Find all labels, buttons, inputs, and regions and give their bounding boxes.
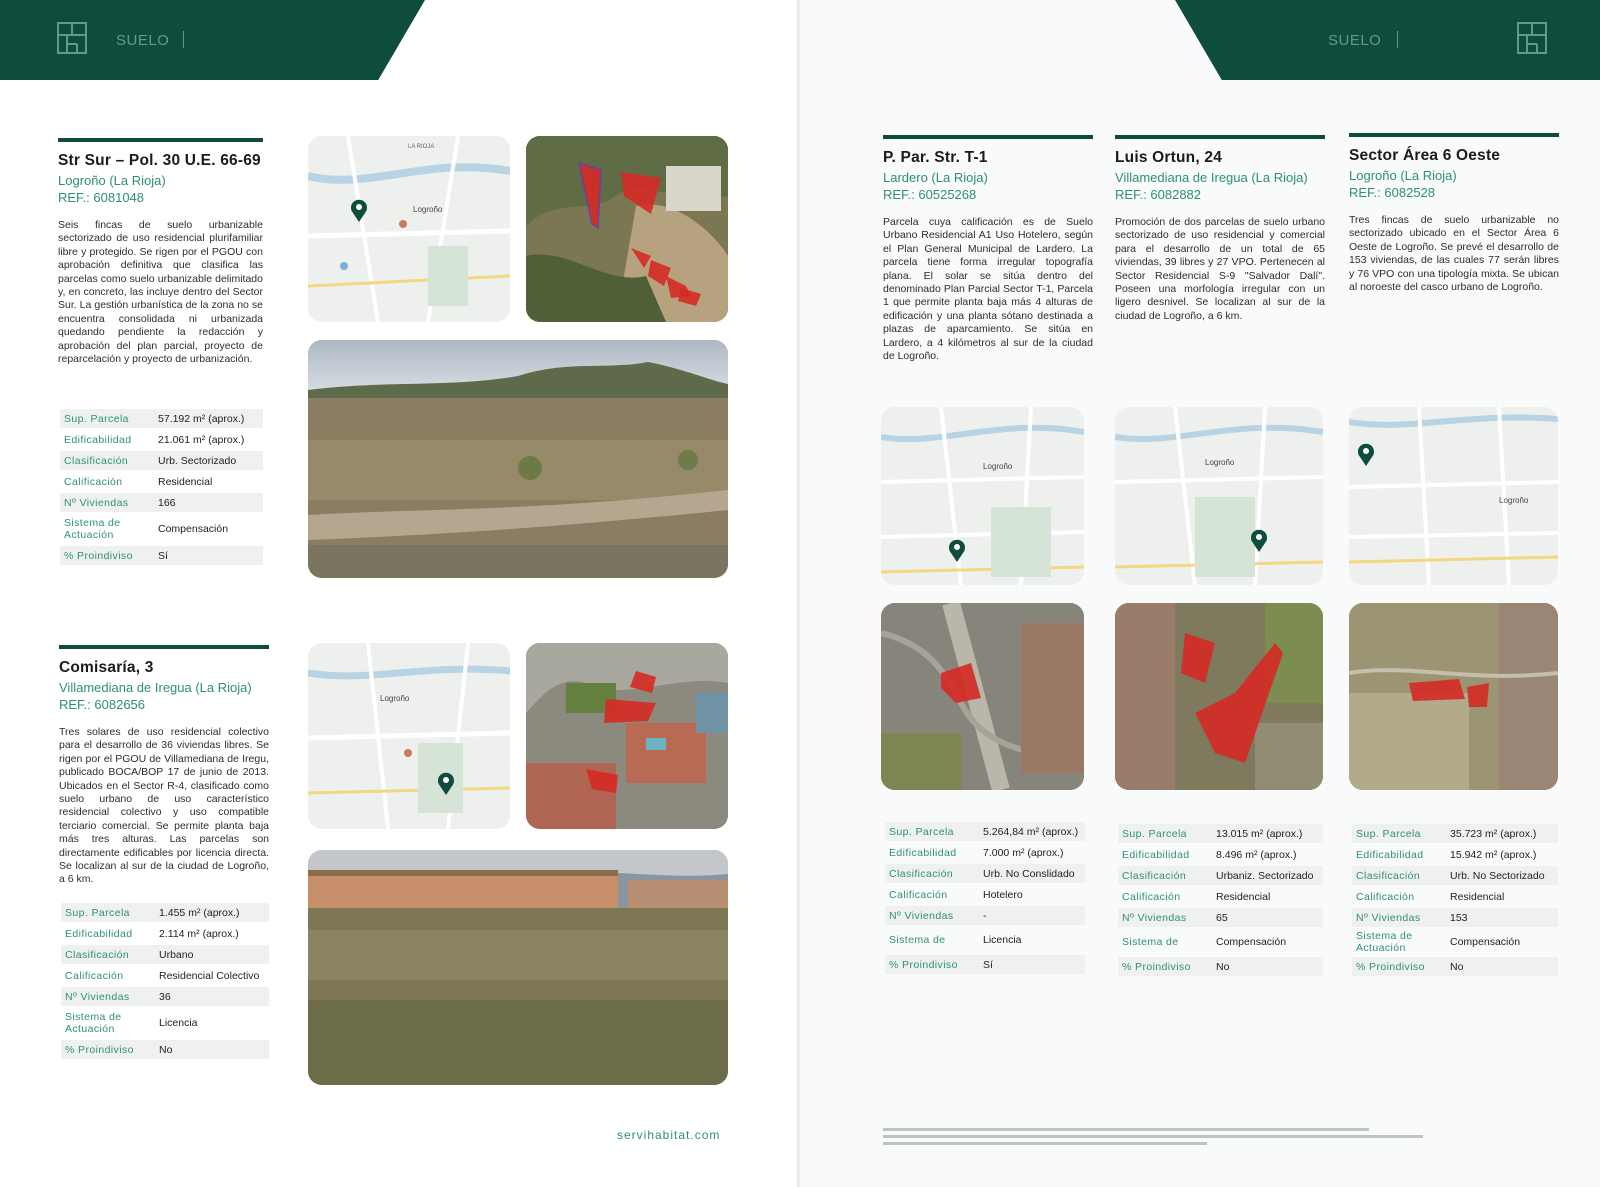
property-card [58, 138, 263, 366]
property-card [1115, 135, 1325, 323]
card-rule [1115, 135, 1325, 139]
property-description: Tres solares de uso residencial colectivo para el desarrollo de 36 viviendas libres. Se rigen por el PGOU de Villamediana de Iregu, publicado BOCA/BOP 17 de junio de 2013. Ubicados en el Sector R-4, clasificado como suelo urbano de uso característico residencial colectivo y uso compatible terciario comercial. Se permite planta baja más tres alturas. Las parcelas son directamente edificables por licencia directa. Se localizan al sur de la ciudad de Logroño, a 6 km. [59, 726, 269, 886]
location-map[interactable] [308, 643, 510, 829]
spec-value: Urbaniz. Sectorizado [1216, 869, 1314, 882]
property-ref: REF.: 6082882 [1115, 187, 1202, 202]
section-label: SUELO [116, 32, 170, 49]
spec-value: 166 [158, 496, 176, 509]
spec-row [61, 903, 269, 922]
spec-label: Nº Viviendas [889, 909, 954, 922]
spec-label: Calificación [65, 969, 124, 982]
location-map[interactable] [881, 407, 1084, 585]
spec-label: Clasificación [65, 948, 130, 961]
spec-label: % Proindiviso [65, 1043, 134, 1056]
spec-label: Edificabilidad [1356, 848, 1424, 861]
spec-value: 13.015 m² (aprox.) [1216, 827, 1303, 840]
spec-row [1118, 866, 1323, 885]
map-city-label: Logroño [1499, 496, 1529, 505]
spec-label: Sistema de Actuación [64, 517, 121, 541]
spec-label: Edificabilidad [65, 927, 133, 940]
aerial-plot-image[interactable] [1349, 603, 1558, 790]
spec-label: Edificabilidad [889, 846, 957, 859]
card-rule [58, 138, 263, 142]
spec-label: Nº Viviendas [1356, 911, 1421, 924]
spec-value: 57.192 m² (aprox.) [158, 412, 245, 425]
property-ref: REF.: 6082656 [59, 697, 146, 712]
spec-label: Sup. Parcela [65, 906, 130, 919]
spec-row [1118, 908, 1323, 927]
spec-value: 15.942 m² (aprox.) [1450, 848, 1537, 861]
separator [183, 31, 184, 48]
legal-disclaimer [883, 1128, 1423, 1150]
location-map[interactable] [1115, 407, 1323, 585]
property-ref: REF.: 6081048 [58, 190, 145, 205]
site-photo[interactable] [308, 850, 728, 1085]
spec-row [1118, 957, 1323, 976]
spec-value: Compensación [158, 523, 229, 535]
map-city-label: Logroño [413, 205, 443, 214]
spec-value: 2.114 m² (aprox.) [159, 927, 239, 940]
spec-label: Nº Viviendas [65, 990, 130, 1003]
spec-value: Licencia [983, 934, 1022, 946]
spec-value: - [983, 909, 987, 922]
spec-value: 21.061 m² (aprox.) [158, 433, 245, 446]
spec-label: Clasificación [1356, 869, 1421, 882]
spec-value: 36 [159, 990, 171, 1003]
property-location: Villamediana de Iregua (La Rioja) [59, 680, 252, 695]
spec-table [1118, 824, 1323, 978]
aerial-plot-image[interactable] [881, 603, 1084, 790]
property-ref: REF.: 6082528 [1349, 185, 1436, 200]
property-title: Comisaría, 3 [59, 659, 154, 676]
spec-row [1352, 908, 1558, 927]
property-title: Luis Ortun, 24 [1115, 149, 1223, 166]
spec-row [61, 1008, 269, 1038]
property-location: Villamediana de Iregua (La Rioja) [1115, 170, 1308, 185]
spec-label: Nº Viviendas [1122, 911, 1187, 924]
spec-row [885, 927, 1085, 953]
spec-label: Sup. Parcela [64, 412, 129, 425]
spec-value: Compensación [1216, 936, 1287, 948]
spec-row [1118, 887, 1323, 906]
property-description: Promoción de dos parcelas de suelo urbano sectorizado de uso residencial y comercial para el desarrollo de un total de 65 viviendas, 39 libres y 27 VPO. Pertenecen al Sector Residencial S-9 "Salvador Dalí". Poseen una morfología irregular con un ligero desnivel. Se localizan al sur de la ciudad de Logroño, a 6 km. [1115, 216, 1325, 322]
property-description: Tres fincas de suelo urbanizable no sectorizado ubicado en el Sector Área 6 Oeste de Logroño. Se prevé el desarrollo de 153 viviendas, de las cuales 77 serán libres y 76 VPO con una tipología mixta. Se ubican al noroeste del casco urbano de Logroño. [1349, 214, 1559, 294]
footer-url[interactable]: servihabitat.com [617, 1128, 721, 1142]
aerial-plot-image[interactable] [526, 643, 728, 829]
property-title: P. Par. Str. T-1 [883, 149, 988, 166]
spec-row [60, 409, 263, 428]
card-rule [59, 645, 269, 649]
spec-label: Clasificación [64, 454, 129, 467]
spec-value: 65 [1216, 911, 1228, 924]
spec-label: % Proindiviso [889, 958, 958, 971]
map-city-label: Logroño [983, 462, 1013, 471]
spec-row [61, 924, 269, 943]
spec-label: Sistema de Actuación [65, 1011, 122, 1035]
card-rule [883, 135, 1093, 139]
spec-row [885, 955, 1085, 974]
spec-label: % Proindiviso [1356, 960, 1425, 973]
spec-value: Sí [158, 549, 168, 562]
property-ref: REF.: 60525268 [883, 187, 977, 202]
property-location: Lardero (La Rioja) [883, 170, 988, 185]
spec-label: Edificabilidad [64, 433, 132, 446]
spec-row [885, 822, 1085, 841]
spec-label: Sup. Parcela [1356, 827, 1421, 840]
spec-row [1352, 957, 1558, 976]
property-card [883, 135, 1093, 363]
spec-value: No [159, 1043, 173, 1056]
spec-value: Residencial [158, 475, 213, 488]
location-map[interactable] [308, 136, 510, 322]
spec-table [1352, 824, 1558, 978]
spec-label: Sup. Parcela [1122, 827, 1187, 840]
spec-label: Clasificación [1122, 869, 1187, 882]
spec-row [61, 987, 269, 1006]
spec-row [61, 1040, 269, 1059]
spec-table [60, 409, 263, 567]
spec-value: 1.455 m² (aprox.) [159, 906, 240, 919]
spec-label: Calificación [1356, 890, 1415, 903]
spec-value: Licencia [159, 1017, 198, 1029]
spec-row [60, 514, 263, 544]
property-location: Logroño (La Rioja) [58, 173, 166, 188]
spec-value: 35.723 m² (aprox.) [1450, 827, 1537, 840]
spec-label: % Proindiviso [1122, 960, 1191, 973]
property-description: Parcela cuya calificación es de Suelo Urbano Residencial A1 Uso Hotelero, según el Plan General Municipal de Lardero. La parcela tiene forma irregular topografía plana. El solar se sitúa dentro del denominado Plan Parcial Sector T-1, Parcela 1 que permite planta baja más 4 alturas de edificación y una planta sótano destinada a plazas de aparcamiento. Se sitúa en Lardero, a 4 kilómetros al sur de la ciudad de Logroño. [883, 216, 1093, 363]
spec-table [885, 822, 1085, 976]
logo-icon [57, 22, 87, 54]
spec-row [61, 966, 269, 985]
spec-label: Calificación [64, 475, 123, 488]
spec-value: No [1216, 960, 1230, 973]
spec-value: Sí [983, 958, 993, 971]
property-description: Seis fincas de suelo urbanizable sectorizado de uso residencial plurifamiliar libre y protegido. Se rigen por el PGOU con aprobación definitiva que clasifica las parcelas como suelo urbanizable delimitado y, en concreto, las incluye dentro del Sector Sur. La gestión urbanística de la zona no se encuentra consolidada ni urbanizada quedando pendiente la redacción y aprobación del plan parcial, proyecto de reparcelación y proyecto de urbanización. [58, 219, 263, 366]
spec-value: 8.496 m² (aprox.) [1216, 848, 1297, 861]
spec-row [885, 906, 1085, 925]
spec-row [1352, 845, 1558, 864]
map-city-label: Logroño [1205, 458, 1235, 467]
aerial-plot-image[interactable] [526, 136, 728, 322]
spec-label: Calificación [1122, 890, 1181, 903]
spec-value: Urb. No Sectorizado [1450, 869, 1545, 882]
spec-value: No [1450, 960, 1464, 973]
spec-row [60, 451, 263, 470]
spec-row [885, 864, 1085, 883]
spec-row [1118, 929, 1323, 955]
spec-row [60, 472, 263, 491]
spec-label: % Proindiviso [64, 549, 133, 562]
property-location: Logroño (La Rioja) [1349, 168, 1457, 183]
card-rule [1349, 133, 1559, 137]
logo-icon [1517, 22, 1547, 54]
spec-value: Urb. No Conslidado [983, 867, 1075, 880]
map-city-label: Logroño [380, 694, 410, 703]
spec-row [1352, 887, 1558, 906]
property-title: Sector Área 6 Oeste [1349, 147, 1501, 164]
spec-value: Urbano [159, 948, 194, 961]
spec-label: Sup. Parcela [889, 825, 954, 838]
map-region-label: LA RIOJA [408, 144, 435, 150]
spec-value: Residencial Colectivo [159, 969, 260, 982]
spec-row [60, 493, 263, 512]
spec-row [885, 885, 1085, 904]
spec-value: Residencial [1216, 890, 1271, 903]
spec-value: Residencial [1450, 890, 1505, 903]
spec-value: 5.264,84 m² (aprox.) [983, 825, 1079, 838]
spec-label: Calificación [889, 888, 948, 901]
spec-label: Sistema de [889, 934, 946, 946]
spec-label: Clasificación [889, 867, 954, 880]
spec-row [61, 945, 269, 964]
spec-label: Edificabilidad [1122, 848, 1190, 861]
aerial-plot-image[interactable] [1115, 603, 1323, 790]
section-label: SUELO [1328, 32, 1382, 49]
spec-value: Urb. Sectorizado [158, 454, 237, 467]
spec-row [60, 430, 263, 449]
property-card [1349, 133, 1559, 294]
spec-row [1352, 824, 1558, 843]
spec-row [1352, 929, 1558, 955]
spec-value: 7.000 m² (aprox.) [983, 846, 1064, 859]
separator [1397, 31, 1398, 48]
spec-row [60, 546, 263, 565]
property-title: Str Sur – Pol. 30 U.E. 66-69 [58, 152, 261, 169]
spec-value: 153 [1450, 911, 1468, 924]
site-photo[interactable] [308, 340, 728, 578]
spec-value: Hotelero [983, 888, 1023, 901]
location-map[interactable] [1349, 407, 1558, 585]
spec-value: Compensación [1450, 936, 1521, 948]
property-card [59, 645, 269, 887]
spec-label: Sistema de Actuación [1356, 930, 1413, 954]
spec-label: Sistema de [1122, 936, 1179, 948]
spec-row [1352, 866, 1558, 885]
spec-label: Nº Viviendas [64, 496, 129, 509]
spec-row [1118, 824, 1323, 843]
spec-table [61, 903, 269, 1061]
spec-row [1118, 845, 1323, 864]
spec-row [885, 843, 1085, 862]
